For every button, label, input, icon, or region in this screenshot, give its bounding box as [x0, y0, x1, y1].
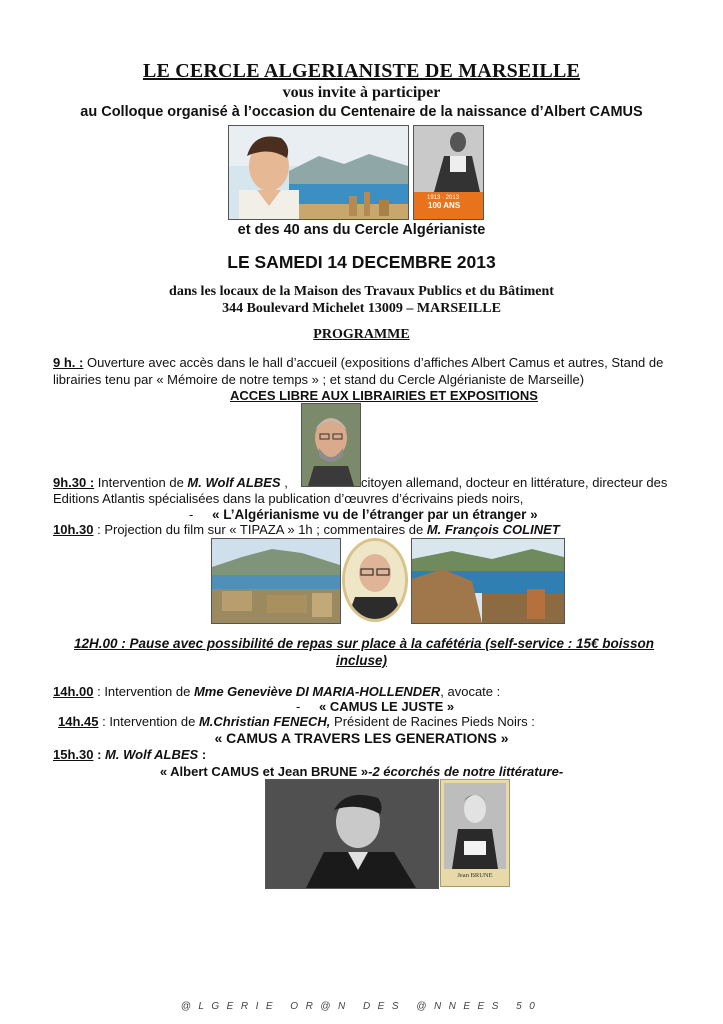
p2-post: citoyen allemand, docteur en littérature, directeur des	[361, 475, 668, 490]
time-15h30: 15h.30	[53, 747, 94, 762]
talk-camus-brune: « Albert CAMUS et Jean BRUNE »-2 écorchés de notre littérature-	[159, 764, 564, 779]
time-9h: 9 h. :	[53, 355, 84, 370]
page-title: LE CERCLE ALGERIANISTE DE MARSEILLE	[142, 60, 581, 82]
time-9h30: 9h.30 :	[53, 475, 95, 490]
colinet-portrait	[342, 538, 408, 622]
p2-dash: -	[189, 507, 194, 522]
program-item-9h30: 9h.30 : Intervention de M. Wolf ALBES ,	[53, 475, 288, 490]
time-14h45: 14h.45	[58, 714, 99, 729]
lunch-break: 12H.00 : Pause avec possibilité de repas sur place à la cafétéria (self-service : 15€ boisson	[74, 636, 655, 651]
speaker-colinet: M. François COLINET	[426, 522, 560, 537]
lunch-break-cont: incluse)	[335, 653, 387, 668]
acces-libre: ACCES LIBRE AUX LIBRAIRIES ET EXPOSITIONS	[230, 388, 538, 403]
jean-brune-caption: Jean BRUNE	[457, 872, 493, 879]
p1-text2: librairies tenu par « Mémoire de notre temps » ; et stand du Cercle Algérianiste de Marseille)	[53, 372, 585, 387]
venue-address: 344 Boulevard Michelet 13009 – MARSEILLE	[222, 301, 501, 316]
program-item-10h30: 10h.30 : Projection du film sur « TIPAZA » 1h ; commentaires de M. François COLINET	[53, 522, 560, 537]
colloque-line: au Colloque organisé à l’occasion du Centenaire de la naissance d’Albert CAMUS	[80, 104, 643, 120]
program-item-9h	[53, 354, 713, 371]
talk-subtitle: -2 écorchés de notre littérature-	[368, 764, 564, 779]
tipaza-coast-photo	[411, 538, 565, 624]
anniversary-line: et des 40 ans du Cercle Algérianiste	[237, 222, 486, 238]
book-years: 1913 · 2013	[427, 195, 460, 201]
speaker-wolf-albes: M. Wolf ALBES	[187, 475, 281, 490]
talk-camus-juste: « CAMUS LE JUSTE »	[319, 699, 455, 714]
p4-dash: -	[296, 699, 301, 714]
jean-brune-photo	[440, 779, 510, 887]
talk-algerianisme: « L’Algérianisme vu de l’étranger par un étranger »	[212, 507, 538, 522]
speaker-di-maria: Mme Geneviève DI MARIA-HOLLENDER	[193, 684, 441, 699]
camus-photo	[265, 779, 439, 889]
p2-text2: Editions Atlantis spécialisées dans la publication d’œuvres d’écrivains pieds noirs,	[53, 491, 524, 506]
speaker-fenech: M.Christian FENECH,	[198, 714, 331, 729]
program-item-15h30: 15h.30 : M. Wolf ALBES :	[53, 747, 207, 762]
time-14h00: 14h.00	[53, 684, 94, 699]
invite-line: vous invite à participer	[282, 84, 441, 101]
tipaza-ruins-photo	[211, 538, 341, 624]
camus-illustration	[228, 125, 409, 220]
book-anniversary: 100 ANS	[428, 201, 461, 210]
time-10h30: 10h.30	[53, 522, 94, 537]
event-date: LE SAMEDI 14 DECEMBRE 2013	[227, 252, 496, 272]
program-item-14h00: 14h.00 : Intervention de Mme Geneviève DI MARIA-HOLLENDER, avocate :	[53, 684, 501, 699]
program-item-14h45: 14h.45 : Intervention de M.Christian FENECH, Président de Racines Pieds Noirs :	[58, 714, 535, 729]
p1-text1: Ouverture avec accès dans le hall d’accueil (expositions d’affiches Albert Camus et autres, Stand de	[83, 355, 664, 370]
venue-line: dans les locaux de la Maison des Travaux Publics et du Bâtiment	[169, 284, 554, 299]
speaker-wolf-albes-2: M. Wolf ALBES	[105, 747, 199, 762]
book-cover	[413, 125, 484, 220]
programme-heading: PROGRAMME	[313, 327, 410, 342]
talk-generations: « CAMUS A TRAVERS LES GENERATIONS »	[214, 730, 509, 746]
footer-watermark: @LGERIE OR@N DES @NNEES 50	[180, 1001, 543, 1012]
